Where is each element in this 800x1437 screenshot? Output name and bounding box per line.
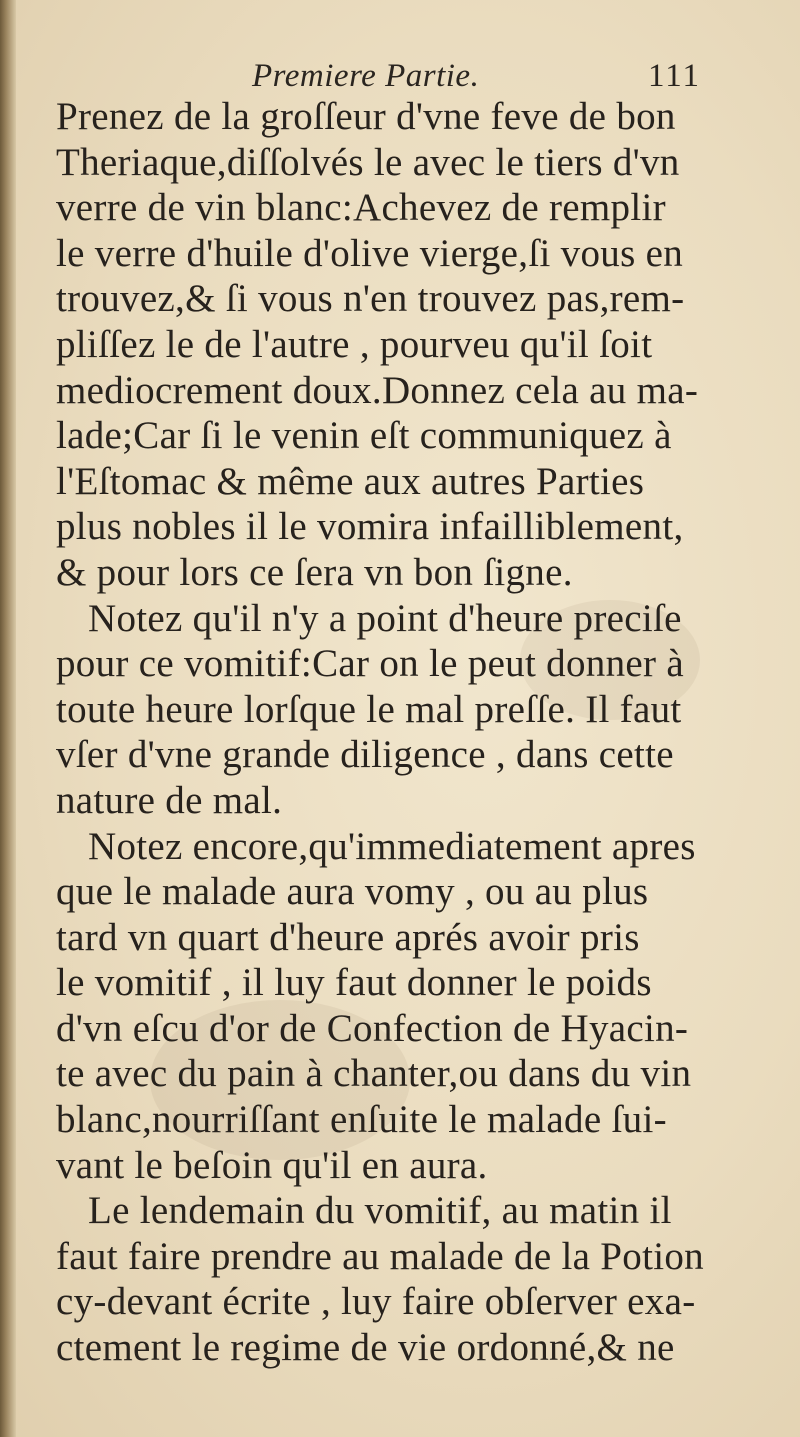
text-line: Theriaque,diſſolvés le avec le tiers d'vn (56, 140, 680, 184)
text-line: Prenez de la groſſeur d'vne feve de bon (56, 95, 676, 138)
text-line: pliſſez le de l'autre , pourveu qu'il ſoit (56, 322, 653, 366)
text-line: mediocrement doux.Donnez cela au ma- (56, 368, 699, 412)
text-line: pour ce vomitif:Car on le peut donner à (56, 642, 684, 686)
text-line: blanc,nourriſſant enſuite le malade ſui- (56, 1098, 667, 1142)
text-line: nature de mal. (56, 778, 283, 822)
text-line: vſer d'vne grande diligence , dans cette (56, 733, 674, 777)
text-line: que le malade aura vomy , ou au plus (56, 870, 649, 914)
paragraph-first-line: Notez qu'il n'y a point d'heure preciſe (88, 596, 682, 640)
text-line: plus nobles il le vomira infailliblement, (56, 505, 684, 549)
page-number: 111 (648, 58, 702, 94)
text-line: tard vn quart d'heure aprés avoir pris (56, 915, 640, 959)
text-line: vant le beſoin qu'il en aura. (56, 1143, 488, 1187)
text-line: faut faire prendre au malade de la Potion (56, 1234, 704, 1278)
text-line: le vomitif , il luy faut donner le poids (56, 961, 652, 1005)
text-line: trouvez,& ſi vous n'en trouvez pas,rem- (56, 277, 685, 321)
text-line: le verre d'huile d'olive vierge,ſi vous en (56, 231, 684, 275)
text-line: d'vn eſcu d'or de Confection de Hyacin- (56, 1006, 689, 1050)
text-line: lade;Car ſi le venin eſt communiquez à (56, 414, 672, 458)
paragraph-first-line: Le lendemain du vomitif, au matin il (88, 1189, 672, 1233)
page-binding-edge (0, 0, 16, 1437)
running-head: Premiere Partie. (252, 58, 480, 94)
text-line: ctement le regime de vie ordonné,& ne (56, 1326, 675, 1370)
text-line: verre de vin blanc:Achevez de remplir (56, 186, 666, 230)
text-line: toute heure lorſque le mal preſſe. Il faut (56, 687, 682, 731)
page-body-text (56, 94, 756, 1371)
text-line: & pour lors ce ſera vn bon ſigne. (56, 550, 573, 594)
text-line: te avec du pain à chanter,ou dans du vin (56, 1052, 692, 1096)
text-line: l'Eſtomac & même aux autres Parties (56, 459, 645, 503)
text-line: cy-devant écrite , luy faire obſerver exa- (56, 1280, 696, 1324)
paragraph-first-line: Notez encore,qu'immediatement apres (88, 824, 696, 868)
